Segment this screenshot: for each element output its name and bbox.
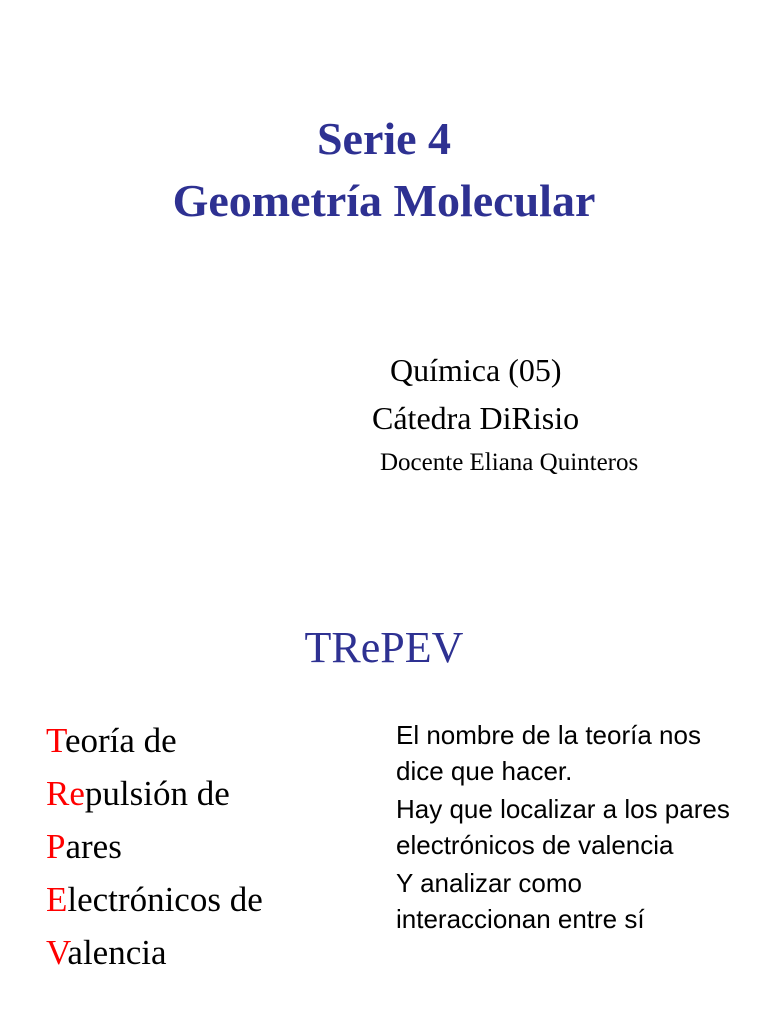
acronym-letter: E (46, 880, 68, 919)
slide-title: TRePEV (304, 623, 464, 672)
acronym-item (46, 820, 263, 873)
acronym-item (46, 767, 263, 820)
title-line-1: Serie 4 (316, 113, 452, 164)
subject-text: Química (05) (390, 352, 562, 388)
trepev-slide (0, 512, 768, 1024)
acronym-item (46, 873, 263, 926)
title-line-2: Geometría Molecular (172, 175, 596, 226)
acronym-item (46, 714, 263, 767)
explanation-text (396, 717, 736, 939)
acronym-rest: eoría de (64, 721, 177, 760)
acronym-letter: Re (46, 774, 85, 813)
acronym-letter: T (46, 721, 65, 760)
explanation-paragraph: Hay que localizar a los pares electrónicos de valencia (396, 794, 730, 860)
explanation-paragraph: Y analizar como interaccionan entre sí (396, 868, 645, 934)
acronym-list (46, 714, 263, 979)
acronym-rest: pulsión de (84, 774, 230, 813)
acronym-item (46, 926, 263, 979)
acronym-rest: ares (65, 827, 122, 866)
acronym-letter: P (46, 827, 66, 866)
acronym-letter: V (46, 933, 68, 972)
docente-text: Docente Eliana Quinteros (380, 449, 639, 476)
catedra-text: Cátedra DiRisio (372, 400, 580, 436)
slide-title (0, 108, 768, 232)
acronym-rest: lectrónicos de (67, 880, 263, 919)
acronym-rest: alencia (67, 933, 167, 972)
explanation-paragraph: El nombre de la teoría nos dice que hacer. (396, 720, 701, 786)
